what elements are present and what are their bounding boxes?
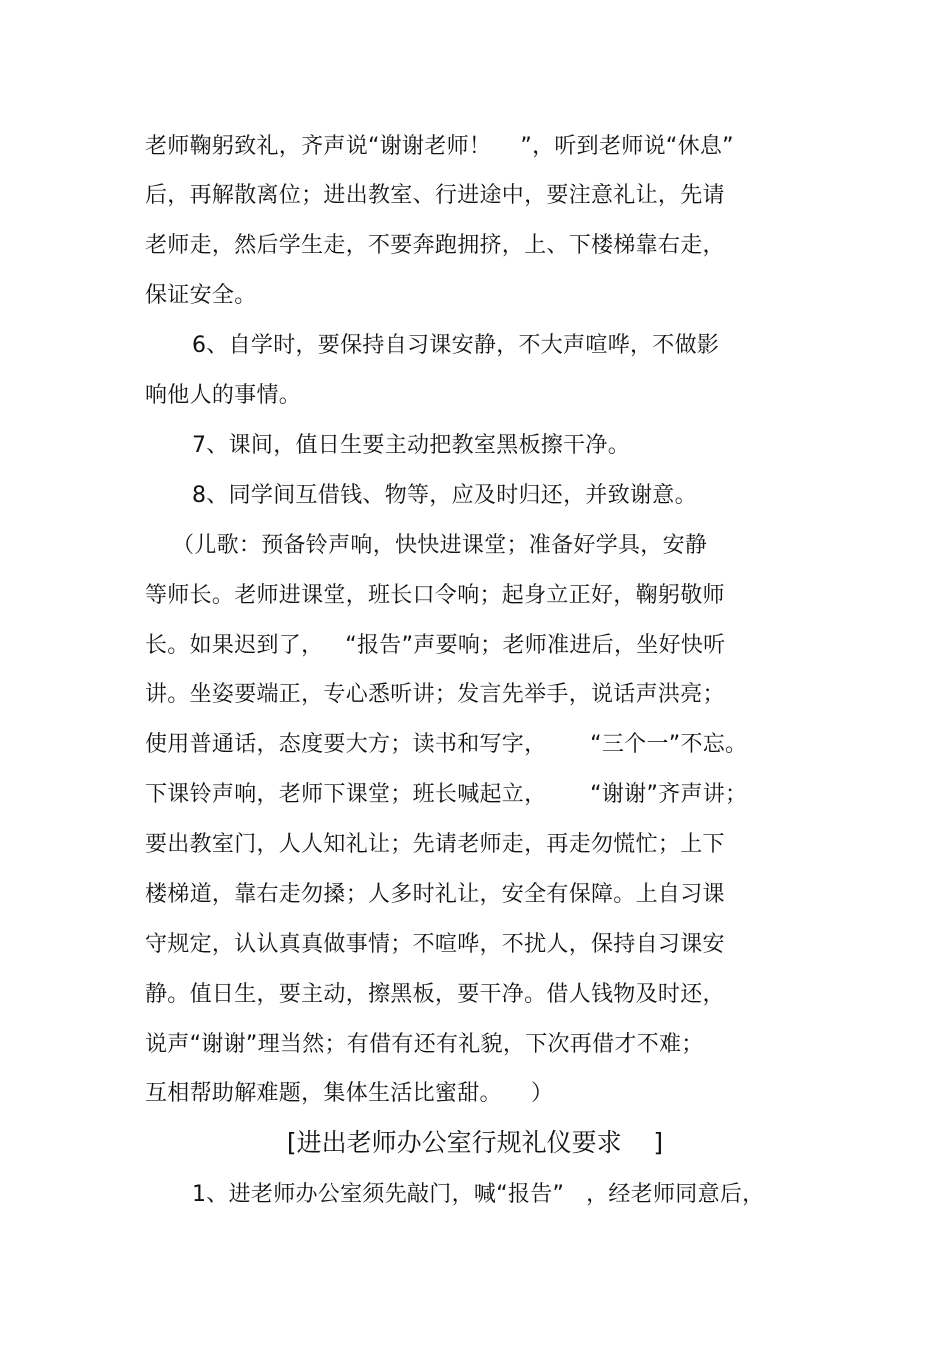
text-line: 7、课间，值日生要主动把教室黑板擦干净。 <box>192 433 630 458</box>
text-line: 楼梯道，靠右走勿搡；人多时礼让，安全有保障。上自习课 <box>145 882 725 907</box>
text-line: 后，再解散离位；进出教室、行进途中，要注意礼让，先请 <box>145 183 725 208</box>
text-line: 静。值日生，要主动，擦黑板，要干净。借人钱物及时还， <box>145 982 725 1007</box>
text-line: 下课铃声响，老师下课堂；班长喊起立， “谢谢”齐声讲； <box>145 782 748 807</box>
text-line: 保证安全。 <box>145 283 257 308</box>
text-line: 守规定，认认真真做事情；不喧哗，不扰人，保持自习课安 <box>145 932 725 957</box>
text-line: 响他人的事情。 <box>145 383 302 408</box>
text-line: 等师长。老师进课堂，班长口令响；起身立正好，鞠躬敬师 <box>145 583 725 608</box>
text-line: 互相帮助解难题，集体生活比蜜甜。 ） <box>145 1081 554 1106</box>
text-line: 6、自学时，要保持自习课安静，不大声喧哗，不做影 <box>192 333 720 358</box>
text-line: 讲。坐姿要端正，专心悉听讲；发言先举手，说话声洪亮； <box>145 682 725 707</box>
text-line: 1、进老师办公室须先敲门，喊“报告” ，经老师同意后， <box>192 1182 765 1207</box>
text-line: 8、同学间互借钱、物等，应及时归还，并致谢意。 <box>192 483 697 508</box>
text-line: （儿歌：预备铃声响，快快进课堂；准备好学具，安静 <box>172 533 708 558</box>
text-line: 老师走，然后学生走，不要奔跑拥挤，上、下楼梯靠右走， <box>145 233 725 258</box>
text-line: 长。如果迟到了， “报告”声要响；老师准进后，坐好快听 <box>145 633 726 658</box>
text-line: 使用普通话，态度要大方；读书和写字， “三个一”不忘。 <box>145 732 748 757</box>
text-line: 说声“谢谢”理当然；有借有还有礼貌，下次再借才不难； <box>145 1032 704 1057</box>
section-heading: [进出老师办公室行规礼仪要求 ] <box>286 1128 664 1157</box>
text-line: 老师鞠躬致礼，齐声说“谢谢老师！ ”，听到老师说“休息” <box>145 134 734 159</box>
text-line: 要出教室门，人人知礼让；先请老师走，再走勿慌忙；上下 <box>145 832 725 857</box>
